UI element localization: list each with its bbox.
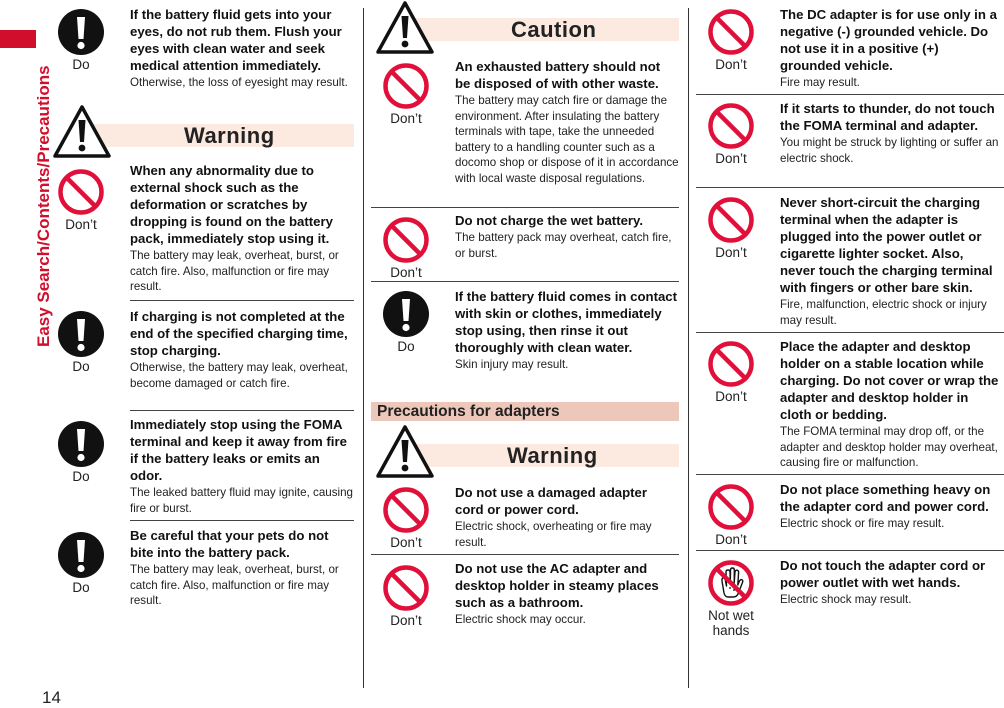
item-body: The battery may leak, overheat, burst, or catch fire. Also, malfunction or fire may result. [130,563,339,607]
item-body: Skin injury may result. [455,358,569,371]
item-title: An exhausted battery should not be disposed of with other waste. [455,59,661,91]
item-body: Fire, malfunction, electric shock or injury may result. [780,298,987,327]
item-body: The leaked battery fluid may ignite, causing fire or burst. [130,486,353,515]
item-text [780,481,1002,532]
item-title: Never short-circuit the charging terminal when the adapter is plugged into the power outlet or cigarette lighter socket. Also, never touch the charging terminal with fingers or other bare skin. [780,195,993,295]
prohibition-icon: Don’t [696,8,766,72]
item-text [130,416,354,516]
warning-banner [405,444,679,467]
item-title: Do not use the AC adapter and desktop holder in steamy places such as a bathroom. [455,561,659,610]
caution-banner [405,18,679,41]
do-icon: Do [371,290,441,354]
prohibition-icon: Don’t [696,483,766,547]
do-icon: Do [46,531,116,595]
side-label-text: Easy Search/Contents/Precautions [34,65,53,347]
side-tab-marker [0,30,36,48]
item-text [455,58,679,186]
item-title: The DC adapter is for use only in a negative (-) grounded vehicle. Do not use it in a positive (+) grounded vehicle. [780,7,997,73]
item-text [455,212,679,261]
warning-triangle-icon [52,104,112,160]
item-separator [696,474,1004,475]
warning-banner [80,124,354,147]
item-body: The battery pack may overheat, catch fire, or burst. [455,231,672,260]
item-separator [696,550,1004,551]
section-title: Precautions for adapters [377,403,560,420]
item-text [780,100,1002,166]
item-separator [696,187,1004,188]
item-title: If charging is not completed at the end of the specified charging time, stop charging. [130,309,348,358]
warning-triangle-icon [375,424,435,480]
item-text [455,484,679,550]
prohibition-icon: Don’t [696,340,766,404]
item-separator [696,332,1004,333]
item-text [130,308,354,391]
item-title: If it starts to thunder, do not touch the FOMA terminal and adapter. [780,101,995,133]
item-title: Do not charge the wet battery. [455,213,644,228]
item-title: Be careful that your pets do not bite into the battery pack. [130,528,329,560]
item-text [130,6,354,91]
item-text [455,560,679,628]
item-body: Fire may result. [780,76,860,89]
item-text [780,338,1002,471]
item-text [780,557,1002,608]
item-text [780,194,1002,328]
page-number: 14 [42,688,61,707]
item-body: Otherwise, the battery may leak, overheat, become damaged or catch fire. [130,361,348,390]
item-body: Electric shock or fire may result. [780,517,945,530]
item-separator [130,520,354,521]
item-title: Do not use a damaged adapter cord or power cord. [455,485,647,517]
column-divider [688,8,689,688]
prohibition-icon: Don’t [696,196,766,260]
item-separator [696,94,1004,95]
item-body: Electric shock may occur. [455,613,586,626]
item-separator [130,410,354,411]
item-title: Do not place something heavy on the adapter cord and power cord. [780,482,991,514]
do-icon: Do [46,420,116,484]
item-separator [371,554,679,555]
do-icon: Do [46,310,116,374]
item-title: Do not touch the adapter cord or power outlet with wet hands. [780,558,986,590]
item-title: When any abnormality due to external shock such as the deformation or scratches by dropping is found on the battery pack, immediately stop using it. [130,163,333,246]
item-separator [130,300,354,301]
item-body: The battery may catch fire or damage the environment. After insulating the battery terminals with tape, take the unneeded battery to a handling counter such as a docomo shop or dispose of it in accordance with local waste disposal regulations. [455,94,679,185]
no-wet-hands-icon: Not wet hands [696,559,766,638]
prohibition-icon: Don’t [371,564,441,628]
item-separator [371,207,679,208]
prohibition-icon: Don’t [371,486,441,550]
item-text [130,162,354,295]
item-body: The FOMA terminal may drop off, or the adapter and desktop holder may overheat, causing fire or malfunction. [780,425,998,469]
item-text [780,6,1002,91]
item-body: The battery may leak, overheat, burst, or catch fire. Also, malfunction or fire may result. [130,249,339,293]
caution-triangle-icon [375,0,435,56]
item-body: Electric shock may result. [780,593,912,606]
item-title: Place the adapter and desktop holder on a stable location while charging. Do not cover or wrap the adapter and desktop holder in cloth or bedding. [780,339,999,422]
item-text [130,527,354,609]
item-title: Immediately stop using the FOMA terminal and keep it away from fire if the battery leaks or emits an odor. [130,417,347,483]
banner-title: Warning [507,443,598,468]
item-title: If the battery fluid gets into your eyes, do not rub them. Flush your eyes with clean water and seek medical attention immediately. [130,7,342,73]
item-text [455,288,679,373]
section-header [371,402,679,421]
prohibition-icon: Don’t [371,216,441,280]
item-title: If the battery fluid comes in contact with skin or clothes, immediately stop using, then rinse it out thoroughly with clean water. [455,289,678,355]
do-icon: Do [46,8,116,72]
prohibition-icon: Don’t [371,62,441,126]
banner-title: Caution [511,17,597,42]
item-body: Electric shock, overheating or fire may result. [455,520,652,549]
item-body: Otherwise, the loss of eyesight may result. [130,76,348,89]
column-divider [363,8,364,688]
prohibition-icon: Don’t [46,168,116,232]
item-body: You might be struck by lighting or suffer an electric shock. [780,136,999,165]
item-separator [371,281,679,282]
prohibition-icon: Don’t [696,102,766,166]
banner-title: Warning [184,123,275,148]
